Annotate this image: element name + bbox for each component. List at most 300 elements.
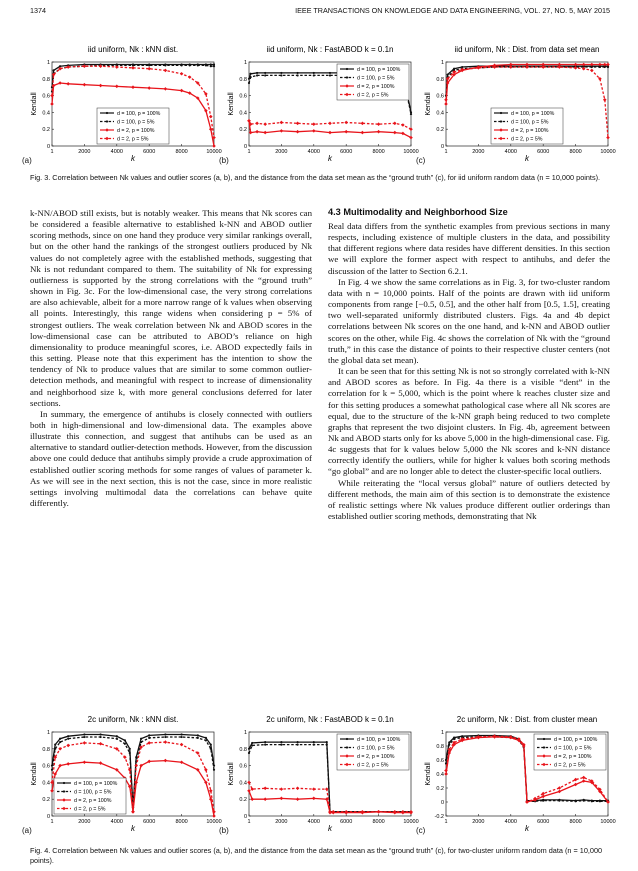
x-axis-label: k — [131, 824, 135, 833]
y-tick-label: 0.4 — [436, 772, 444, 778]
data-point — [280, 74, 282, 76]
data-point — [212, 814, 216, 818]
data-point — [53, 69, 55, 71]
data-point — [582, 779, 586, 783]
data-point — [280, 129, 284, 133]
legend-entry: d = 2, p = 5% — [357, 762, 389, 769]
legend-entry: d = 2, p = 100% — [117, 128, 155, 134]
left-column — [30, 208, 312, 509]
series-line-1 — [446, 67, 608, 100]
data-point — [124, 743, 126, 745]
fig3c-chart — [422, 42, 616, 170]
y-tick-label: 0.6 — [436, 93, 444, 100]
x-tick-label: 10000 — [403, 149, 419, 155]
x-tick-label: 6000 — [340, 819, 353, 825]
fig3a-chart — [28, 42, 222, 170]
fig3-caption: Fig. 3. Correlation between Nk values and outlier scores (a, b), and the distance from the data set mean as the “ground truth” (c), for iid uniform random data (n = 10,000 points). — [30, 173, 601, 182]
data-point — [147, 86, 151, 90]
data-point — [344, 130, 348, 134]
data-point — [188, 75, 192, 79]
y-tick-label: 0.8 — [436, 76, 444, 83]
data-point — [313, 741, 315, 743]
data-point — [410, 113, 412, 115]
legend-entry: d = 2, p = 100% — [554, 754, 592, 760]
data-point — [599, 800, 601, 802]
y-tick-label: 1 — [46, 730, 50, 736]
legend-entry: d = 100, p = 100% — [74, 781, 118, 787]
data-point — [313, 74, 315, 76]
x-tick-label: 4000 — [504, 819, 517, 825]
data-point — [210, 65, 212, 67]
x-tick-label: 1 — [50, 819, 54, 825]
y-tick-label: 0 — [440, 800, 444, 806]
data-point — [50, 789, 54, 793]
series-line-0 — [446, 66, 608, 95]
data-point — [209, 127, 213, 131]
data-point — [312, 797, 316, 801]
data-point — [313, 72, 315, 74]
data-point — [59, 741, 61, 743]
data-point — [99, 742, 103, 746]
x-tick-label: 1 — [444, 149, 448, 155]
legend-entry: d = 2, p = 5% — [117, 136, 149, 143]
data-point — [263, 797, 267, 801]
data-point — [453, 738, 455, 740]
x-tick-label: 8000 — [175, 819, 188, 825]
legend-marker — [106, 120, 108, 122]
data-point — [280, 797, 284, 801]
data-point — [280, 744, 282, 746]
y-tick-label: 1 — [440, 60, 444, 66]
x-tick-label: 6000 — [537, 149, 550, 155]
data-point — [99, 733, 101, 735]
y-tick-label: 1 — [243, 60, 247, 66]
data-point — [148, 737, 150, 739]
x-tick-label: 2000 — [472, 149, 485, 155]
data-point — [447, 74, 449, 76]
data-point — [83, 760, 87, 764]
data-point — [140, 738, 142, 740]
data-point — [66, 82, 70, 86]
data-point — [248, 82, 250, 84]
data-point — [189, 64, 191, 66]
legend-entry: d = 100, p = 100% — [554, 737, 598, 743]
data-point — [444, 98, 448, 102]
data-point — [197, 737, 199, 739]
legend-entry: d = 100, p = 100% — [357, 67, 401, 73]
x-axis-label: k — [328, 824, 332, 833]
data-point — [444, 102, 448, 106]
x-tick-label: 4000 — [110, 149, 123, 155]
data-point — [248, 748, 250, 750]
legend-marker — [346, 76, 348, 78]
x-tick-label: 4000 — [110, 819, 123, 825]
fig3-panel-c — [416, 42, 616, 170]
y-tick-label: 0.6 — [42, 93, 50, 100]
legend-entry: d = 100, p = 5% — [357, 75, 395, 82]
legend-entry: d = 100, p = 100% — [511, 111, 555, 117]
data-point — [248, 752, 250, 754]
legend-marker — [500, 120, 502, 122]
y-tick-label: 0.6 — [436, 758, 444, 764]
right-paragraph-3: It can be seen that for this setting Nk is not so strongly correlated with k-NN and ABOD scores as before. In Fig. 4a there is a visible “dent” in the correlation for k = 5,000, which is the point where k reaches cluster size and for this setting produces a somewhat pathological case where all Nk scores are equal, due to the structure of the k-NN graph being reduced to two complete graphs that represent the two disjoint clusters. In Fig. 4b, agreement between Nk and ABOD starts only for ks above 5,000 in the high-dimensional case. Fig. 4c suggests that for k values below 5,000 the Nk scores and k-NN distance correctly identify the outliers, while for higher k values both scoring methods “go global” and are no longer able to detect the cluster-specific local outliers. — [328, 366, 610, 477]
data-point — [574, 800, 576, 802]
legend-marker — [346, 746, 348, 748]
data-point — [251, 742, 253, 744]
y-tick-label: 0.6 — [239, 93, 247, 100]
y-tick-label: 0.4 — [42, 110, 50, 117]
x-tick-label: 1 — [247, 819, 251, 825]
data-point — [205, 737, 207, 739]
data-point — [326, 741, 328, 743]
data-point — [583, 800, 585, 802]
data-point — [250, 73, 252, 75]
y-tick-label: 0 — [243, 144, 247, 150]
data-point — [255, 130, 259, 134]
x-tick-label: 2000 — [275, 149, 288, 155]
legend-entry: d = 2, p = 5% — [74, 806, 106, 813]
data-point — [99, 84, 103, 88]
data-point — [361, 122, 365, 126]
data-point — [164, 87, 168, 91]
fig4c-label: (c) — [416, 826, 426, 835]
x-tick-label: 8000 — [372, 819, 385, 825]
data-point — [205, 739, 207, 741]
data-point — [377, 810, 381, 814]
fig3-panel-a — [22, 42, 222, 170]
y-axis-label: Kendall — [228, 762, 235, 786]
legend-entry: d = 2, p = 100% — [511, 128, 549, 134]
data-point — [210, 744, 212, 746]
data-point — [180, 733, 182, 735]
y-tick-label: 1 — [46, 60, 50, 66]
data-point — [256, 74, 258, 76]
data-point — [312, 122, 316, 126]
fig4-caption: Fig. 4. Correlation between Nk values and outlier scores (a, b), and the distance from the data set mean as the “ground truth” (c), for two-cluster uniform random data (n = 10,000 points). — [30, 846, 603, 865]
data-point — [328, 131, 332, 135]
data-point — [296, 797, 300, 801]
y-tick-label: 0.2 — [42, 127, 50, 134]
data-point — [263, 122, 267, 126]
x-tick-label: 8000 — [569, 149, 582, 155]
data-point — [66, 762, 70, 766]
legend-entry: d = 2, p = 5% — [511, 136, 543, 143]
data-point — [140, 741, 142, 743]
data-point — [296, 72, 298, 74]
legend-marker — [543, 738, 545, 740]
fig4b-chart — [225, 712, 419, 840]
data-point — [329, 72, 331, 74]
y-tick-label: 0.8 — [42, 76, 50, 83]
x-tick-label: 6000 — [537, 819, 550, 825]
fig3a-label: (a) — [22, 156, 32, 165]
data-point — [296, 786, 300, 790]
data-point — [264, 74, 266, 76]
y-tick-label: 0 — [46, 814, 50, 820]
data-point — [209, 115, 213, 119]
chart-title: 2c uniform, Nk : kNN dist. — [87, 715, 179, 724]
figure-4 — [22, 712, 616, 840]
legend-marker — [543, 746, 545, 748]
data-point — [180, 64, 182, 66]
data-point — [606, 136, 610, 140]
data-point — [148, 64, 150, 66]
x-tick-label: 1 — [247, 149, 251, 155]
data-point — [180, 743, 184, 747]
data-point — [377, 122, 381, 126]
data-point — [197, 64, 199, 66]
data-point — [296, 130, 300, 134]
data-point — [67, 738, 69, 740]
legend-entry: d = 100, p = 100% — [357, 737, 401, 743]
data-point — [264, 72, 266, 74]
data-point — [296, 122, 300, 126]
left-paragraph-2: In summary, the emergence of antihubs is closely connected with outliers both in high-dimensional and low-dimensional data. The examples above illustrate this connection, and suggest that antihubs can be used as an alternative to standard outlier-detection methods. However, from the discussion above one could deduce that antihubs simply provide a crude approximation of established outlier scoring methods for some ranges of values of parameter k. As we will see in the next section, this is not the case, since in more realistic settings involving multimodal data the correlations can behave quite differently. — [30, 408, 312, 509]
data-point — [99, 761, 103, 765]
data-point — [264, 744, 266, 746]
data-point — [164, 759, 168, 763]
data-point — [590, 69, 594, 73]
data-point — [591, 800, 593, 802]
y-tick-label: 0.6 — [42, 763, 50, 770]
data-point — [313, 744, 315, 746]
x-tick-label: 2000 — [275, 819, 288, 825]
data-point — [131, 810, 135, 814]
section-heading: 4.3 Multimodality and Neighborhood Size — [328, 207, 508, 217]
y-tick-label: 0 — [243, 814, 247, 820]
x-tick-label: 8000 — [569, 819, 582, 825]
data-point — [50, 102, 54, 106]
y-tick-label: 0 — [46, 144, 50, 150]
data-point — [393, 122, 397, 126]
y-tick-label: 0.2 — [239, 127, 247, 134]
data-point — [280, 741, 282, 743]
chart-title: 2c uniform, Nk : FastABOD k = 0.1n — [266, 715, 394, 724]
fig4a-label: (a) — [22, 826, 32, 835]
legend-marker — [106, 112, 108, 114]
y-tick-label: 0.4 — [239, 780, 247, 787]
x-axis-label: k — [525, 824, 529, 833]
legend-entry: d = 2, p = 100% — [357, 84, 395, 90]
data-point — [251, 744, 253, 746]
data-point — [58, 81, 62, 85]
fig3-panel-b — [219, 42, 419, 170]
data-point — [296, 741, 298, 743]
legend-entry: d = 100, p = 5% — [511, 119, 549, 126]
data-point — [205, 64, 207, 66]
x-tick-label: 6000 — [340, 149, 353, 155]
y-tick-label: 1 — [243, 730, 247, 736]
legend-marker — [346, 68, 348, 70]
x-tick-label: 4000 — [307, 819, 320, 825]
x-tick-label: 4000 — [307, 149, 320, 155]
data-point — [210, 748, 212, 750]
x-axis-label: k — [328, 154, 332, 163]
y-tick-label: 0.2 — [436, 127, 444, 134]
legend-entry: d = 2, p = 100% — [74, 798, 112, 804]
y-tick-label: 0.4 — [42, 780, 50, 787]
data-point — [180, 72, 184, 76]
chart-title: 2c uniform, Nk : Dist. from cluster mean — [456, 715, 598, 724]
data-point — [83, 733, 85, 735]
data-point — [164, 736, 166, 738]
page-number: 1374 — [30, 6, 46, 15]
y-tick-label: -0.2 — [434, 814, 444, 820]
data-point — [325, 787, 329, 791]
legend-marker — [63, 782, 65, 784]
fig4-panel-a — [22, 712, 222, 840]
x-tick-label: 4000 — [504, 149, 517, 155]
y-axis-label: Kendall — [425, 762, 432, 786]
data-point — [51, 769, 53, 771]
data-point — [180, 89, 184, 93]
data-point — [344, 121, 348, 125]
series-line-3 — [249, 782, 411, 811]
data-point — [326, 744, 328, 746]
data-point — [213, 769, 215, 771]
data-point — [99, 736, 101, 738]
page-header — [30, 6, 610, 18]
y-tick-label: 0.8 — [42, 746, 50, 753]
data-point — [312, 787, 316, 791]
y-axis-label: Kendall — [31, 762, 38, 786]
legend-entry: d = 2, p = 5% — [357, 92, 389, 99]
data-point — [264, 741, 266, 743]
y-tick-label: 1 — [440, 730, 444, 736]
y-tick-label: 0.2 — [239, 797, 247, 804]
y-tick-label: 0.6 — [239, 763, 247, 770]
journal-title: IEEE TRANSACTIONS ON KNOWLEDGE AND DATA ENGINEERING, VOL. 27, NO. 5, MAY 2015 — [295, 6, 610, 15]
right-paragraph-1: Real data differs from the synthetic examples from previous sections in many respects, including existence of multiple clusters in the data, and possibility that different regions where data resides have different densities. In this section we will explore the former aspect with respect to antihubs, and defer the discussion of the latter to Section 6.2.1. — [328, 221, 610, 276]
fig4a-chart — [28, 712, 222, 840]
x-tick-label: 8000 — [372, 149, 385, 155]
chart-title: iid uniform, Nk : FastABOD k = 0.1n — [266, 45, 394, 54]
data-point — [250, 797, 254, 801]
chart-title: iid uniform, Nk : kNN dist. — [87, 45, 179, 54]
x-tick-label: 2000 — [78, 819, 91, 825]
data-point — [582, 776, 586, 780]
data-point — [603, 98, 607, 102]
x-tick-label: 10000 — [206, 819, 222, 825]
data-point — [255, 122, 259, 126]
y-tick-label: 0.4 — [239, 110, 247, 117]
y-axis-label: Kendall — [425, 92, 432, 116]
data-point — [197, 734, 199, 736]
data-point — [58, 747, 62, 751]
x-tick-label: 10000 — [600, 819, 616, 825]
data-point — [115, 85, 119, 89]
legend-entry: d = 100, p = 100% — [117, 111, 161, 117]
data-point — [401, 123, 405, 127]
data-point — [180, 736, 182, 738]
data-point — [164, 740, 168, 744]
x-tick-label: 10000 — [403, 819, 419, 825]
data-point — [574, 783, 578, 787]
data-point — [212, 144, 216, 148]
chart-title: iid uniform, Nk : Dist. from data set mean — [454, 45, 600, 54]
x-tick-label: 10000 — [600, 149, 616, 155]
data-point — [296, 74, 298, 76]
legend-entry: d = 2, p = 5% — [554, 762, 586, 769]
data-point — [250, 76, 252, 78]
legend-entry: d = 100, p = 5% — [357, 745, 395, 752]
fig4c-chart — [422, 712, 616, 840]
fig3c-label: (c) — [416, 156, 426, 165]
x-tick-label: 2000 — [78, 149, 91, 155]
fig3b-label: (b) — [219, 156, 229, 165]
data-point — [280, 121, 284, 125]
data-point — [329, 74, 331, 76]
data-point — [263, 131, 267, 135]
data-point — [164, 64, 166, 66]
y-tick-label: 0.8 — [239, 746, 247, 753]
data-point — [444, 772, 448, 776]
y-axis-label: Kendall — [228, 92, 235, 116]
data-point — [213, 65, 215, 67]
right-paragraph-2: In Fig. 4 we show the same correlations as in Fig. 3, for two-cluster random data with n = 10,000 points. Half of the points are drawn with iid uniform components from range [−0.5, 0.5], and the other half from [0.5, 1.5], creating two well-separated uniformly distributed clusters. Figs. 4a and 4b depict correlations between Nk scores on the one hand, and k-NN and ABOD outlier scores on the other, while Fig. 4c shows the correlation of Nk with the “ground truth,” in this case the distance of points to their respective cluster centers (not the global data set mean). — [328, 276, 610, 365]
y-tick-label: 0.8 — [239, 76, 247, 83]
data-point — [280, 72, 282, 74]
figure-3 — [22, 42, 616, 170]
fig4-panel-c — [416, 712, 616, 840]
data-point — [83, 83, 87, 87]
data-point — [116, 735, 118, 737]
fig4-panel-b — [219, 712, 419, 840]
data-point — [66, 744, 70, 748]
data-point — [263, 786, 267, 790]
data-point — [328, 122, 332, 126]
data-point — [448, 741, 450, 743]
y-tick-label: 0.8 — [436, 744, 444, 750]
y-axis-label: Kendall — [31, 92, 38, 116]
left-paragraph-1: k-NN/ABOD still exists, but is notably weaker. This means that Nk scores can be considered a feasible alternative to established k-NN and ABOD outlier scoring methods, since on one hand they produce very similar rankings overall, but on the other hand the rankings of the strongest outliers produced by Nk values do not completely agree with the established methods, suggesting that Nk is not redundant compared to them. The suitability of Nk for expressing outlierness is supported by the strong correlations with the “ground truth” shown in Fig. 3c. For the low-dimensional case, the very strong correlations are also achievable, albeit for a more narrow range of k values when observing all points. Interestingly, this range widens when considering p = 5% of strongest outliers. The weak correlation between Nk and ABOD scores in the low-dimensional case can be attributed to ABOD’s reliance on high dimensionality to produce meaningful scores, i.e. ABOD expectedly fails in this setting. Please note that this experiment has the intention to show the tendency of Nk to produce values that are similar to some common outlier-detection methods, and meaningful with respect to increase of dimensionality and neighborhood size k, with more general conclusions deferred for later sections. — [30, 208, 312, 408]
data-point — [558, 800, 560, 802]
data-point — [164, 69, 168, 73]
data-point — [129, 752, 131, 754]
x-tick-label: 6000 — [143, 149, 156, 155]
data-point — [147, 67, 151, 71]
data-point — [54, 748, 56, 750]
legend-marker — [63, 790, 65, 792]
data-point — [131, 85, 135, 89]
data-point — [247, 789, 251, 793]
data-point — [209, 789, 213, 793]
y-tick-label: 0.4 — [436, 110, 444, 117]
data-point — [296, 744, 298, 746]
legend-marker — [346, 738, 348, 740]
right-paragraph-4: While reiterating the “local versus global” nature of outliers detected by different methods, the main aim of this section is to demonstrate the existence of realistic settings where Nk values produce different outlier orderings than established outlier scoring methods, demonstrating that Nk — [328, 477, 610, 522]
y-tick-label: 0 — [440, 144, 444, 150]
right-column — [328, 206, 610, 522]
data-point — [54, 744, 56, 746]
x-tick-label: 2000 — [472, 819, 485, 825]
x-tick-label: 6000 — [143, 819, 156, 825]
data-point — [148, 734, 150, 736]
data-point — [83, 741, 87, 745]
data-point — [129, 748, 131, 750]
y-tick-label: 0.2 — [42, 797, 50, 804]
data-point — [558, 790, 562, 794]
y-tick-label: 0.2 — [436, 786, 444, 792]
data-point — [116, 738, 118, 740]
data-point — [280, 787, 284, 791]
data-point — [542, 800, 544, 802]
data-point — [312, 129, 316, 133]
data-point — [256, 72, 258, 74]
data-point — [124, 739, 126, 741]
x-tick-label: 8000 — [175, 149, 188, 155]
data-point — [361, 131, 365, 135]
